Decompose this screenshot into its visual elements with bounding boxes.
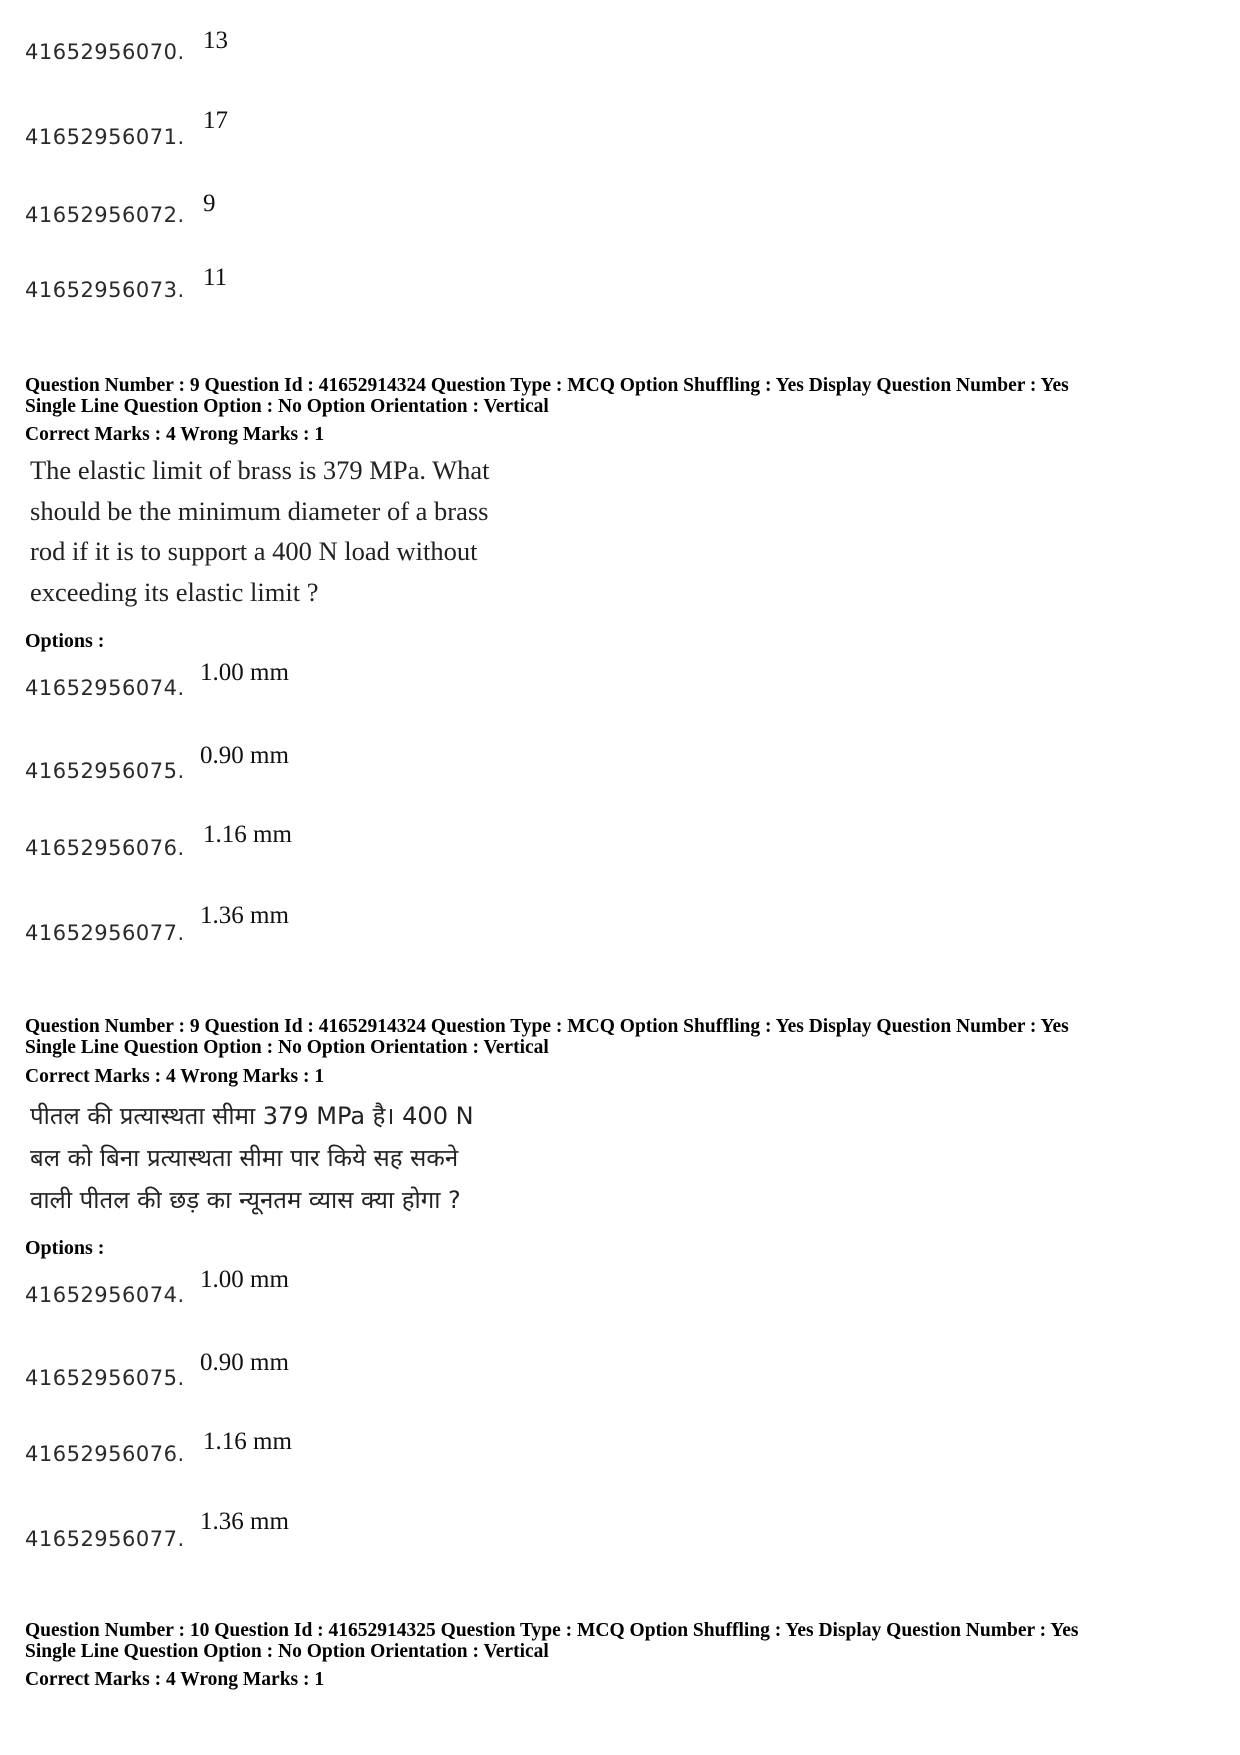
option-value: 1.00 mm [200, 659, 289, 686]
question-text-line: The elastic limit of brass is 379 MPa. What [30, 455, 490, 485]
question-text-line: rod if it is to support a 400 N load without [30, 536, 478, 566]
option-id: 41652956070. [25, 40, 185, 64]
question-meta-line-2: Single Line Question Option : No Option Orientation : Vertical [25, 1037, 549, 1058]
option-value: 1.00 mm [200, 1266, 289, 1293]
option-value: 1.36 mm [200, 1508, 289, 1535]
option-value: 11 [203, 264, 228, 291]
option-value: 0.90 mm [200, 1349, 289, 1376]
option-value: 13 [203, 27, 228, 54]
question-text-line: exceeding its elastic limit ? [30, 576, 319, 607]
question-meta-line-2: Single Line Question Option : No Option Orientation : Vertical [25, 396, 549, 417]
option-value: 1.16 mm [203, 821, 292, 848]
options-label: Options : [25, 630, 105, 652]
question-text [30, 450, 490, 612]
question-text-line: बल को बिना प्रत्यास्थता सीमा पार किये सह सकने [30, 1144, 459, 1172]
question-text-line: पीतल की प्रत्यास्थता सीमा 379 MPa है। 400 N [30, 1102, 474, 1130]
question-meta-line-2: Single Line Question Option : No Option Orientation : Vertical [25, 1641, 549, 1662]
question-text-line: वाली पीतल की छड़ का न्यूनतम व्यास क्या होगा ? [30, 1186, 461, 1214]
option-value: 17 [203, 107, 228, 134]
option-id: 41652956071. [25, 125, 185, 149]
question-marks: Correct Marks : 4 Wrong Marks : 1 [25, 1066, 325, 1087]
question-meta-line-1: Question Number : 9 Question Id : 41652914324 Question Type : MCQ Option Shuffling : Yes Display Question Number : Yes [25, 1016, 1069, 1037]
option-value: 1.36 mm [200, 902, 289, 929]
option-id: 41652956076. [25, 1442, 185, 1466]
option-value: 0.90 mm [200, 742, 289, 769]
question-marks: Correct Marks : 4 Wrong Marks : 1 [25, 1669, 325, 1690]
option-id: 41652956074. [25, 1283, 185, 1307]
option-id: 41652956077. [25, 1527, 185, 1551]
question-text-line: should be the minimum diameter of a brass [30, 495, 489, 526]
option-id: 41652956076. [25, 836, 185, 860]
option-id: 41652956075. [25, 1366, 185, 1390]
option-value: 9 [203, 190, 216, 217]
option-id: 41652956074. [25, 676, 185, 700]
option-id: 41652956072. [25, 203, 185, 227]
question-meta-line-1: Question Number : 10 Question Id : 41652914325 Question Type : MCQ Option Shuffling : Yes Display Question Number : Yes [25, 1620, 1079, 1641]
question-text [30, 1095, 474, 1221]
option-id: 41652956073. [25, 278, 185, 302]
question-meta-line-1: Question Number : 9 Question Id : 41652914324 Question Type : MCQ Option Shuffling : Yes Display Question Number : Yes [25, 375, 1069, 396]
option-id: 41652956075. [25, 759, 185, 783]
option-id: 41652956077. [25, 921, 185, 945]
options-label: Options : [25, 1237, 105, 1259]
question-marks: Correct Marks : 4 Wrong Marks : 1 [25, 424, 325, 445]
option-value: 1.16 mm [203, 1428, 292, 1455]
